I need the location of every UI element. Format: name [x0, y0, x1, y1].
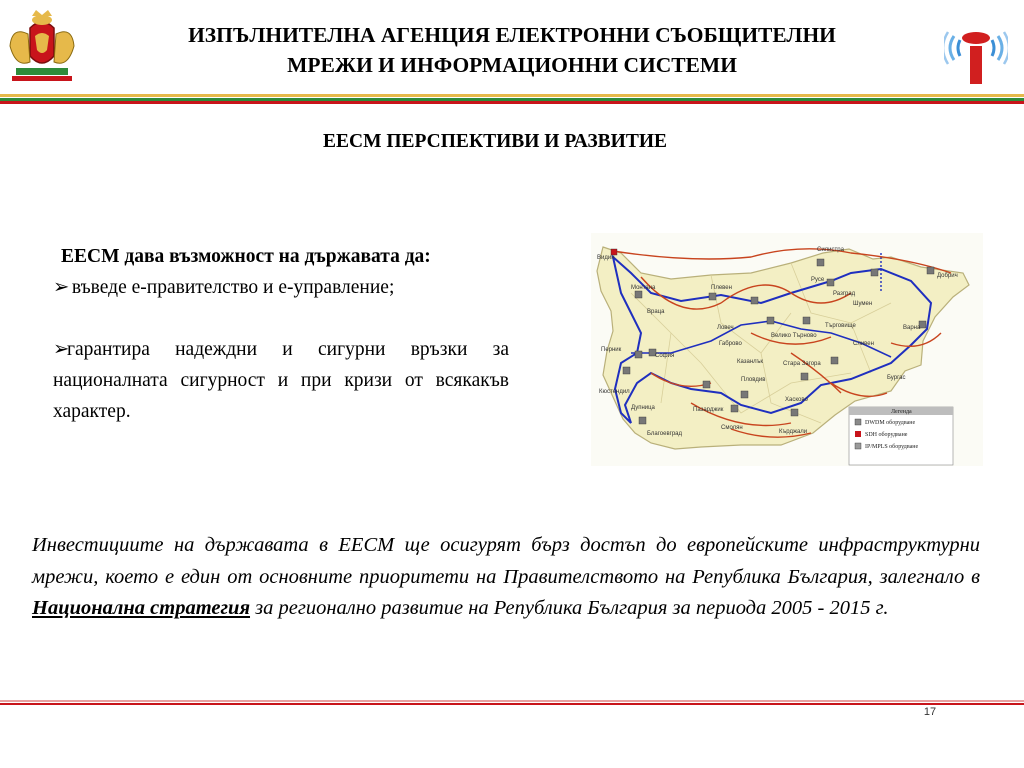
- svg-text:Ловеч: Ловеч: [717, 325, 734, 331]
- svg-text:Габрово: Габрово: [719, 341, 742, 347]
- svg-text:Русе: Русе: [811, 277, 825, 283]
- svg-text:Търговище: Търговище: [825, 323, 856, 329]
- national-strategy-emphasis: Национална стратегия: [32, 597, 251, 619]
- svg-text:Благоевград: Благоевград: [647, 431, 682, 437]
- legend-item-ipmpls: IP/MPLS оборудване: [865, 444, 919, 450]
- header-stripe-red: [0, 101, 1024, 104]
- svg-text:Дупница: Дупница: [631, 405, 655, 411]
- footer-stripe-light: [0, 700, 1024, 702]
- footer-stripe-red: [0, 703, 1024, 705]
- bullet-text: гарантира надеждни и сигурни връзки за националната сигурност и при кризи от всякакъв характер.: [53, 339, 509, 422]
- svg-text:Враца: Враца: [647, 309, 665, 315]
- slide-subtitle: ЕЕСМ ПЕРСПЕКТИВИ И РАЗВИТИЕ: [322, 131, 668, 152]
- benefits-text: [53, 241, 509, 427]
- svg-text:Видин: Видин: [597, 255, 615, 261]
- svg-text:Варна: Варна: [903, 325, 921, 331]
- agency-title-line1: ИЗПЪЛНИТЕЛНА АГЕНЦИЯ ЕЛЕКТРОННИ СЪОБЩИТЕЛНИ: [188, 23, 836, 47]
- note-text-part1: Инвестициите на държавата в ЕЕСМ ще осигурят бърз достъп до европейските инфраструктурни мрежи, което е един от основните приоритети на Правителството на Република България, залегнало в: [32, 534, 980, 588]
- investment-note: [32, 530, 980, 625]
- svg-text:Смолян: Смолян: [721, 425, 743, 431]
- legend-title: Легенда: [891, 409, 912, 415]
- network-map: [591, 233, 983, 466]
- agency-title: [100, 20, 924, 80]
- svg-text:Стара Загора: Стара Загора: [783, 361, 821, 367]
- svg-text:Добрич: Добрич: [937, 273, 958, 279]
- svg-text:Хасково: Хасково: [785, 397, 808, 403]
- bullet-item: [53, 272, 509, 303]
- bullet-arrow-icon: ➢: [53, 339, 70, 360]
- page-number: 17: [923, 706, 937, 718]
- svg-text:Плевен: Плевен: [711, 285, 732, 291]
- map-legend: [849, 407, 953, 465]
- svg-text:Пловдив: Пловдив: [741, 377, 766, 383]
- note-text-part2: за регионално развитие на Република България за периода 2005 - 2015 г.: [250, 597, 889, 619]
- svg-text:Казанлък: Казанлък: [737, 359, 764, 365]
- legend-item-sdh: SDH оборудване: [865, 432, 908, 438]
- svg-text:Пазарджик: Пазарджик: [693, 407, 724, 413]
- svg-text:Бургас: Бургас: [887, 375, 906, 381]
- agency-title-line2: МРЕЖИ И ИНФОРМАЦИОННИ СИСТЕМИ: [287, 53, 737, 77]
- bullet-text: въведе е-правителство и е-управление;: [71, 277, 395, 298]
- coat-of-arms-icon: [2, 6, 82, 86]
- svg-text:Силистра: Силистра: [817, 247, 844, 253]
- svg-text:Кюстендил: Кюстендил: [599, 389, 630, 395]
- svg-text:София: София: [655, 353, 675, 359]
- spacer: [53, 303, 509, 334]
- svg-text:Кърджали: Кърджали: [779, 429, 808, 435]
- header-stripe-gold: [0, 94, 1024, 97]
- bullet-arrow-icon: ➢: [53, 277, 70, 298]
- bullet-item: [53, 334, 509, 427]
- agency-wireless-logo-icon: [944, 24, 1008, 86]
- svg-text:Шумен: Шумен: [853, 301, 873, 307]
- svg-text:Велико Търново: Велико Търново: [771, 333, 817, 339]
- svg-text:Перник: Перник: [601, 347, 622, 353]
- svg-text:Монтана: Монтана: [631, 285, 656, 291]
- legend-item-dwdm: DWDM оборудване: [865, 420, 916, 426]
- intro-text: ЕЕСМ дава възможност на държавата да:: [61, 246, 431, 267]
- svg-text:Разград: Разград: [833, 291, 856, 297]
- svg-text:Сливен: Сливен: [853, 341, 874, 347]
